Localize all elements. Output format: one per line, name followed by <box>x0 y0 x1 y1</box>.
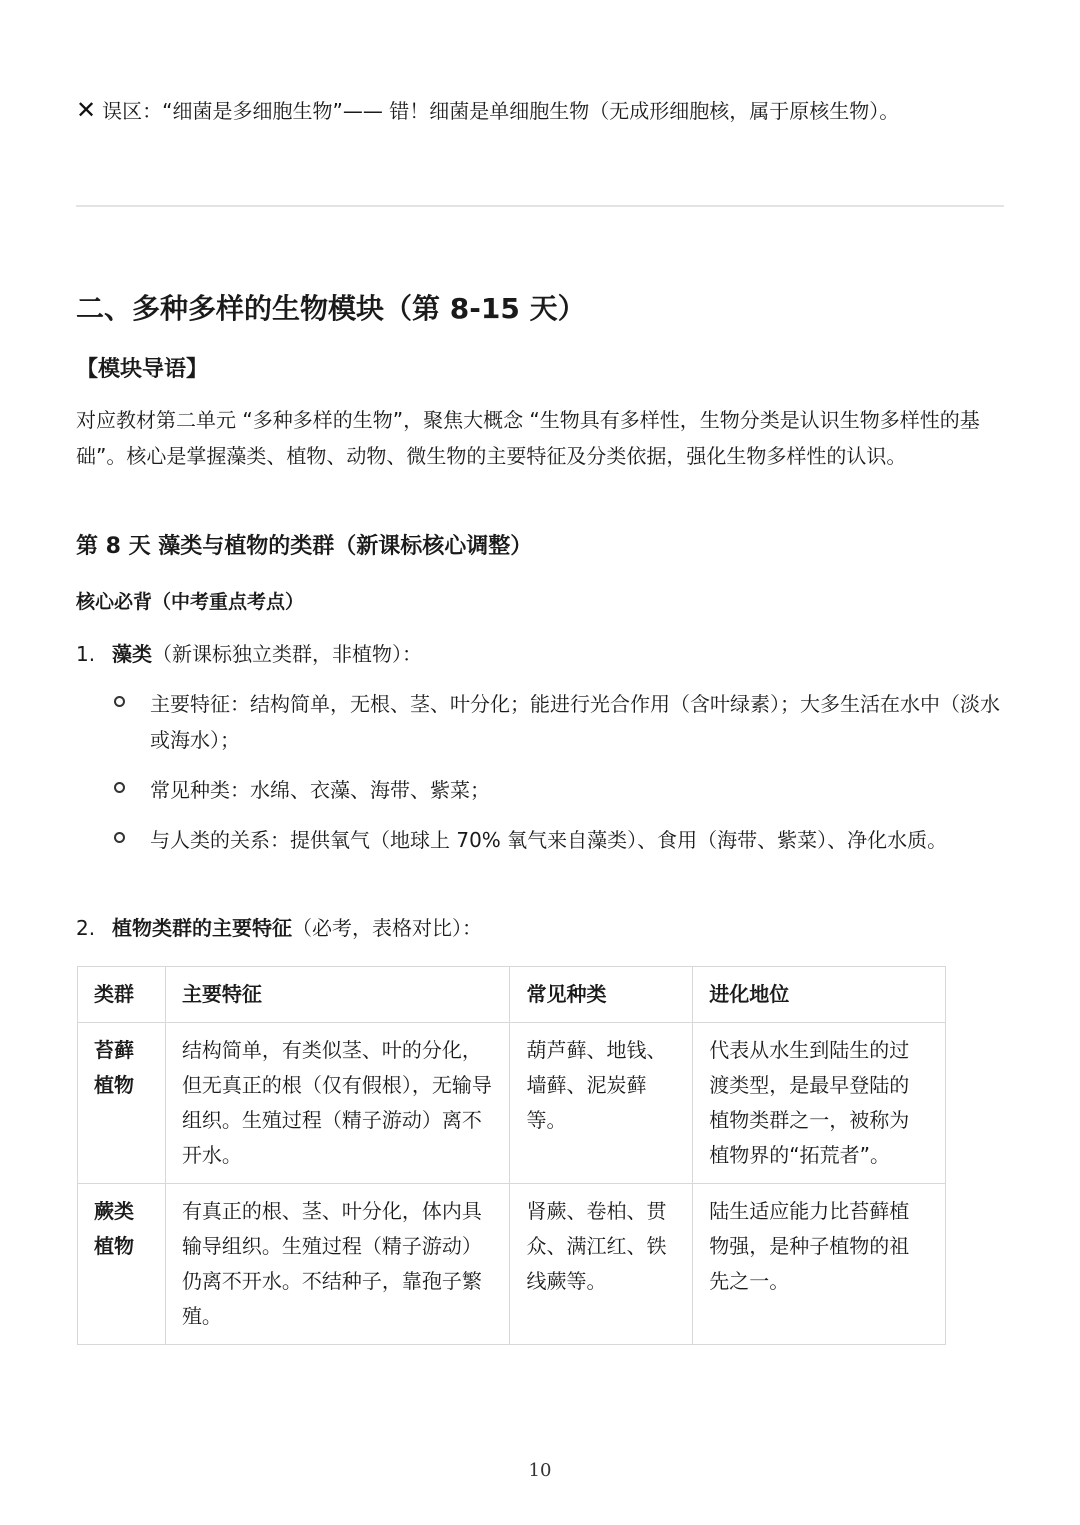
list-item-heading: 藻类 <box>112 642 152 666</box>
cell-features: 结构简单，有类似茎、叶的分化，但无真正的根（仅有假根），无输导组织。生殖过程（精子游动）离不开水。 <box>165 1023 510 1184</box>
algae-bullet-list <box>106 686 1006 872</box>
cell-examples: 葫芦藓、地钱、墙藓、泥炭藓等。 <box>510 1023 693 1184</box>
list-item-note: （必考，表格对比）： <box>292 916 482 940</box>
bullet-item: 主要特征：结构简单，无根、茎、叶分化；能进行光合作用（含叶绿素）；大多生活在水中（淡水或海水）； <box>106 686 1006 758</box>
page-number: 10 <box>528 1460 552 1481</box>
cell-status: 代表从水生到陆生的过渡类型，是最早登陆的植物类群之一，被称为植物界的“拓荒者”。 <box>693 1023 946 1184</box>
misconception-note <box>76 92 899 129</box>
list-number: 1. <box>76 642 96 666</box>
cross-icon: ✕ <box>76 96 97 124</box>
list-item-algae <box>76 636 422 672</box>
cell-category: 苔藓植物 <box>78 1023 166 1184</box>
hollow-bullet-icon <box>114 832 125 843</box>
table-header-row <box>78 967 946 1023</box>
list-item-heading: 植物类群的主要特征 <box>112 916 292 940</box>
core-points-title: 核心必背（中考重点考点） <box>76 591 305 613</box>
section-title: 二、多种多样的生物模块（第 8-15 天） <box>76 292 586 325</box>
plant-groups-table <box>77 966 946 1345</box>
section-divider <box>76 205 1004 207</box>
hollow-bullet-icon <box>114 782 125 793</box>
day-title: 第 8 天 藻类与植物的类群（新课标核心调整） <box>76 534 533 559</box>
cell-features: 有真正的根、茎、叶分化，体内具输导组织。生殖过程（精子游动）仍离不开水。不结种子，靠孢子繁殖。 <box>165 1184 510 1345</box>
table-row <box>78 1184 946 1345</box>
header-examples: 常见种类 <box>510 967 693 1023</box>
bullet-item: 与人类的关系：提供氧气（地球上 70% 氧气来自藻类）、食用（海带、紫菜）、净化水质。 <box>106 822 1006 858</box>
list-item-note: （新课标独立类群，非植物）： <box>152 642 422 666</box>
header-category: 类群 <box>78 967 166 1023</box>
cell-category: 蕨类植物 <box>78 1184 166 1345</box>
cell-status: 陆生适应能力比苔藓植物强，是种子植物的祖先之一。 <box>693 1184 946 1345</box>
cell-examples: 肾蕨、卷柏、贯众、满江红、铁线蕨等。 <box>510 1184 693 1345</box>
list-number: 2. <box>76 916 96 940</box>
misconception-text: 误区：“细菌是多细胞生物”—— 错！细菌是单细胞生物（无成形细胞核，属于原核生物）。 <box>102 99 900 123</box>
list-item-plant-groups <box>76 910 482 946</box>
module-guide-label: 【模块导语】 <box>76 357 209 382</box>
module-guide-text: 对应教材第二单元 “多种多样的生物”，聚焦大概念 “生物具有多样性，生物分类是认识生物多样性的基础”。核心是掌握藻类、植物、动物、微生物的主要特征及分类依据，强化生物多样性的认识。 <box>76 408 980 468</box>
table-row <box>78 1023 946 1184</box>
bullet-item: 常见种类：水绵、衣藻、海带、紫菜； <box>106 772 1006 808</box>
header-status: 进化地位 <box>693 967 946 1023</box>
hollow-bullet-icon <box>114 696 125 707</box>
header-features: 主要特征 <box>165 967 510 1023</box>
